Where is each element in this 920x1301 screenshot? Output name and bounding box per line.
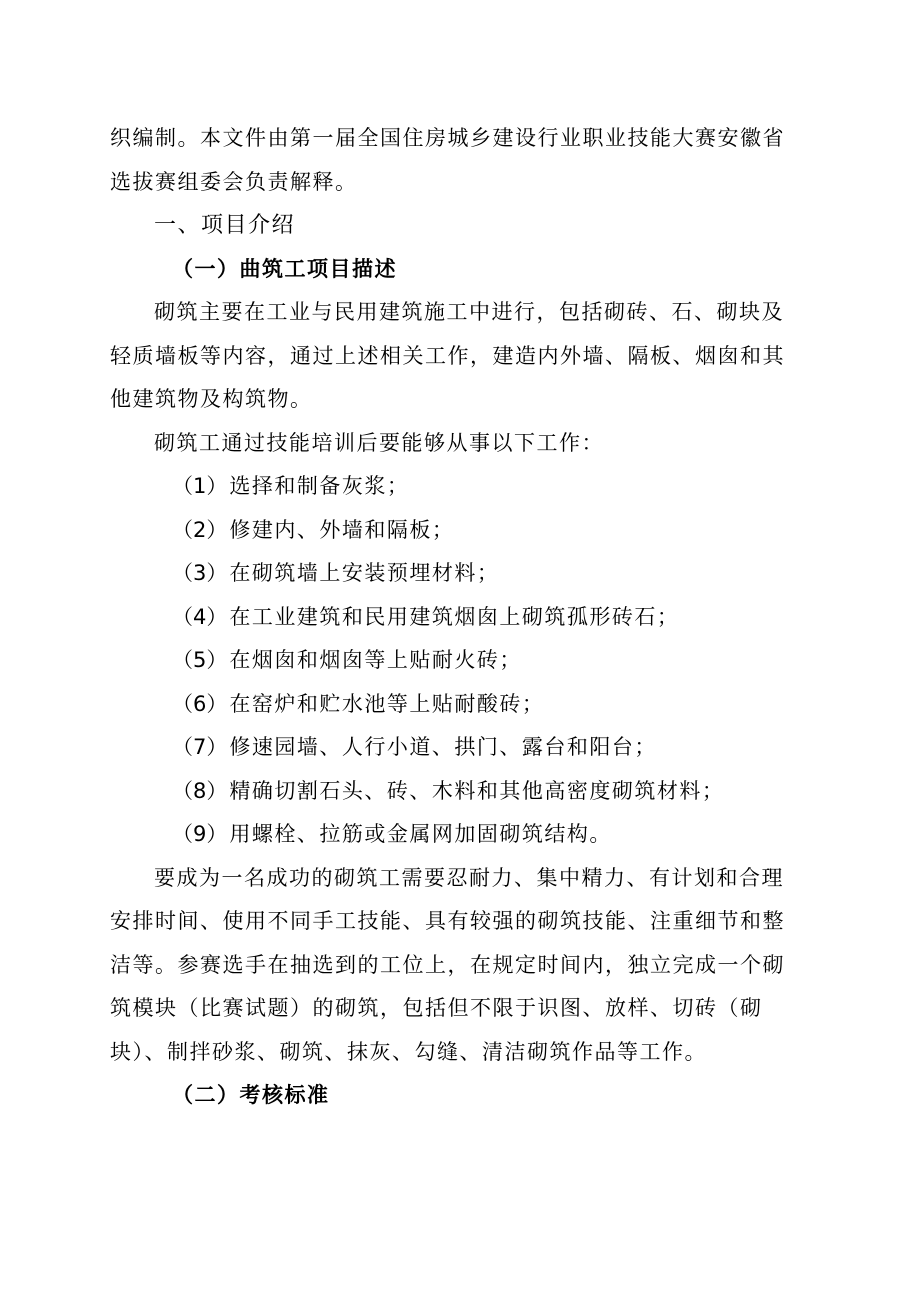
list-item [110,726,810,770]
list-item-text: 在砌筑墙上安装预埋材料； [229,561,500,585]
list-item-number: （3） [172,561,228,585]
subsection-1-title: （一）曲筑工项目描述 [172,256,397,281]
list-item-number: （5） [172,648,228,672]
list-item [110,465,810,509]
list-item [110,552,810,596]
intro-line-1: 织编制。本文件由第一届全国住房城乡建设行业职业技能大赛安徽省 [110,126,785,150]
section-1-title: 一、项目介绍 [154,213,296,238]
list-item-number: （8） [172,778,228,803]
document-page [110,117,810,1118]
list-item-text: 在工业建筑和民用建筑烟囱上砌筑孤形砖石； [229,604,680,629]
list-item-number: （7） [172,735,228,759]
para-3-line-4: 筑模块（比赛试题）的砌筑，包括但不限于识图、放样、切砖（砌 [110,996,763,1020]
list-item [110,770,810,814]
list-item [110,683,810,727]
para-3-line-1: 要成为一名成功的砌筑工需要忍耐力、集中精力、有计划和合理 [154,865,784,890]
intro-line-2: 选拔赛组委会负责解释。 [110,169,358,194]
para-3-line-2: 安排时间、使用不同手工技能、具有较强的砌筑技能、注重细节和整 [110,909,785,933]
list-item-number: （9） [172,822,228,846]
list-item [110,509,810,553]
para-1-line-2: 轻质墙板等内容，通过上述相关工作，建造内外墙、隔板、烟囱和其 [110,343,785,368]
list-item-text: 修建内、外墙和隔板； [229,517,455,542]
list-item-text: 精确切割石头、砖、木料和其他高密度砌筑材料； [229,778,725,803]
list-item [110,813,810,857]
para-1-line-3: 他建筑物及构筑物。 [110,387,313,411]
list-item-number: （1） [172,474,228,498]
list-item-text: 在烟囱和烟囱等上贴耐火砖； [229,648,522,672]
list-item-text: 选择和制备灰浆； [229,474,410,498]
list-item-number: （6） [172,691,228,716]
list-item-text: 修速园墙、人行小道、拱门、露台和阳台； [229,735,657,759]
list-item-number: （4） [172,604,228,629]
para-3-line-3: 洁等。参赛选手在抽选到的工位上，在规定时间内，独立完成一个砌 [110,952,785,977]
para-3-line-5: 块）、制拌砂浆、砌筑、抹灰、勾缝、清洁砌筑作品等工作。 [110,1039,707,1064]
list-item-number: （2） [172,517,228,542]
list-item [110,639,810,683]
list-item-text: 用螺栓、拉筋或金属网加固砌筑结构。 [229,822,612,846]
list-item [110,596,810,640]
subsection-2-title: （二）考核标准 [172,1083,330,1107]
list-item-text: 在窑炉和贮水池等上贴耐酸砖； [229,691,545,716]
para-2-line: 砌筑工通过技能培训后要能够从事以下工作： [154,430,604,455]
para-1-line-1: 砌筑主要在工业与民用建筑施工中进行，包括砌砖、石、砌块及 [154,300,784,324]
